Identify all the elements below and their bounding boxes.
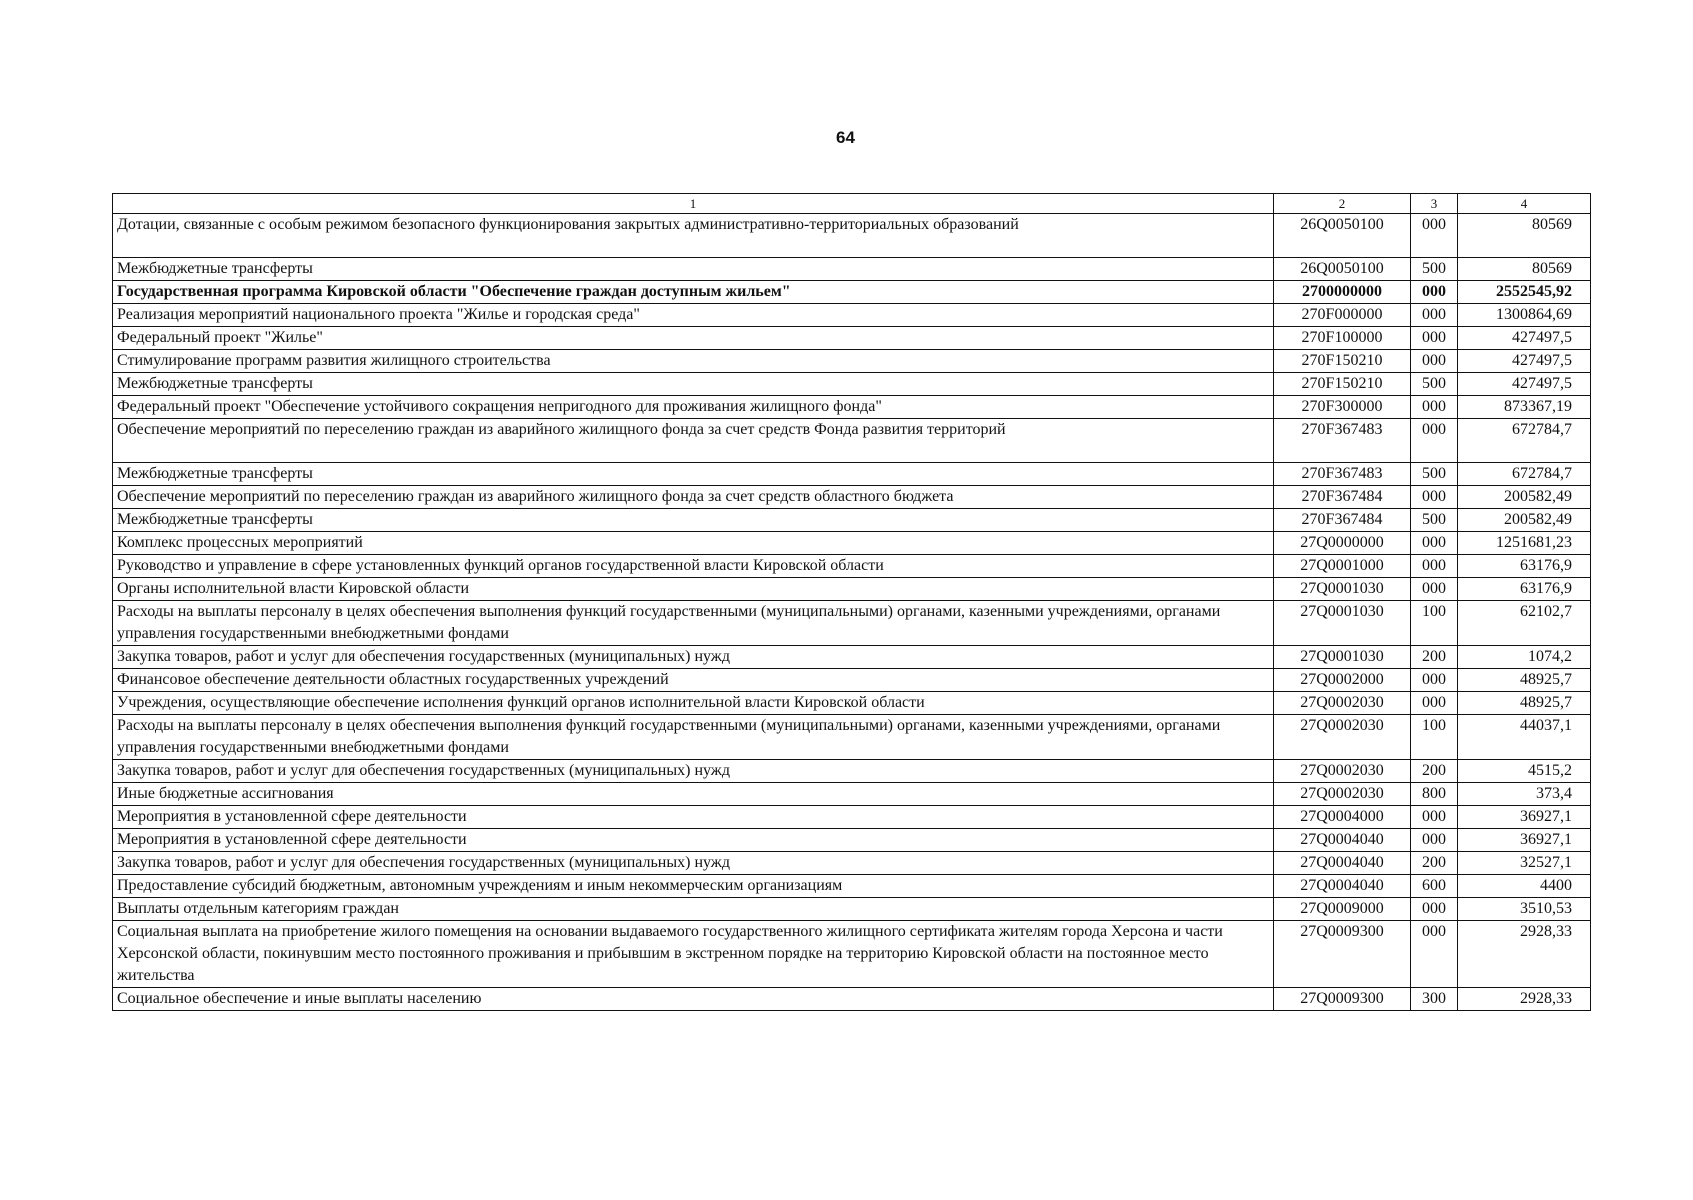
row-name-cell: Реализация мероприятий национального проекта "Жилье и городская среда" [113, 304, 1274, 327]
row-code-cell: 270F367484 [1274, 509, 1411, 532]
table-row [113, 875, 1591, 898]
row-amount-cell: 427497,5 [1458, 327, 1591, 350]
table-row [113, 327, 1591, 350]
row-amount-cell: 44037,1 [1458, 715, 1591, 760]
row-amount-cell: 4515,2 [1458, 760, 1591, 783]
row-name-cell: Межбюджетные трансферты [113, 258, 1274, 281]
row-code-cell: 27Q0002030 [1274, 715, 1411, 760]
row-amount-cell: 32527,1 [1458, 852, 1591, 875]
row-code-cell: 27Q0001030 [1274, 646, 1411, 669]
row-amount-cell: 2552545,92 [1458, 281, 1591, 304]
table-row [113, 898, 1591, 921]
row-amount-cell: 1074,2 [1458, 646, 1591, 669]
row-kind-cell: 200 [1411, 852, 1458, 875]
row-kind-cell: 000 [1411, 532, 1458, 555]
row-amount-cell: 62102,7 [1458, 601, 1591, 646]
table-row [113, 715, 1591, 760]
table-row [113, 258, 1591, 281]
row-code-cell: 27Q0009300 [1274, 988, 1411, 1011]
header-row [113, 194, 1591, 214]
row-code-cell: 27Q0001000 [1274, 555, 1411, 578]
table-row [113, 350, 1591, 373]
row-code-cell: 270F150210 [1274, 350, 1411, 373]
row-amount-cell: 672784,7 [1458, 463, 1591, 486]
row-kind-cell: 000 [1411, 486, 1458, 509]
row-kind-cell: 300 [1411, 988, 1458, 1011]
row-name-cell: Закупка товаров, работ и услуг для обеспечения государственных (муниципальных) нужд [113, 646, 1274, 669]
row-kind-cell: 100 [1411, 601, 1458, 646]
row-name-cell: Стимулирование программ развития жилищного строительства [113, 350, 1274, 373]
row-name-cell: Федеральный проект "Обеспечение устойчивого сокращения непригодного для проживания жилищного фонда" [113, 396, 1274, 419]
row-name-cell: Дотации, связанные с особым режимом безопасного функционирования закрытых административно-территориальных образований [113, 214, 1274, 258]
table-row [113, 463, 1591, 486]
row-amount-cell: 48925,7 [1458, 692, 1591, 715]
row-kind-cell: 000 [1411, 578, 1458, 601]
table-row [113, 921, 1591, 988]
row-kind-cell: 000 [1411, 214, 1458, 258]
row-amount-cell: 373,4 [1458, 783, 1591, 806]
row-code-cell: 27Q0004000 [1274, 806, 1411, 829]
table-row [113, 829, 1591, 852]
table-row [113, 396, 1591, 419]
row-code-cell: 27Q0009300 [1274, 921, 1411, 988]
row-name-cell: Комплекс процессных мероприятий [113, 532, 1274, 555]
table-row [113, 669, 1591, 692]
row-name-cell: Закупка товаров, работ и услуг для обеспечения государственных (муниципальных) нужд [113, 852, 1274, 875]
header-col-name: 1 [113, 194, 1274, 214]
table-row [113, 852, 1591, 875]
row-kind-cell: 000 [1411, 692, 1458, 715]
row-kind-cell: 800 [1411, 783, 1458, 806]
row-amount-cell: 1251681,23 [1458, 532, 1591, 555]
row-name-cell: Расходы на выплаты персоналу в целях обеспечения выполнения функций государственными (муниципальными) органами, казенными учреждениями, органами управления государственными внебюджетными фондами [113, 715, 1274, 760]
row-code-cell: 27Q0004040 [1274, 829, 1411, 852]
budget-table-container [112, 193, 1591, 1011]
row-code-cell: 270F300000 [1274, 396, 1411, 419]
row-code-cell: 26Q0050100 [1274, 214, 1411, 258]
row-amount-cell: 200582,49 [1458, 486, 1591, 509]
table-row [113, 692, 1591, 715]
row-amount-cell: 1300864,69 [1458, 304, 1591, 327]
row-amount-cell: 200582,49 [1458, 509, 1591, 532]
row-code-cell: 270F367484 [1274, 486, 1411, 509]
row-kind-cell: 000 [1411, 921, 1458, 988]
row-code-cell: 270F100000 [1274, 327, 1411, 350]
row-kind-cell: 000 [1411, 396, 1458, 419]
header-col-kind: 3 [1411, 194, 1458, 214]
table-row [113, 601, 1591, 646]
table-row [113, 373, 1591, 396]
row-code-cell: 270F367483 [1274, 419, 1411, 463]
row-name-cell: Межбюджетные трансферты [113, 373, 1274, 396]
row-amount-cell: 36927,1 [1458, 829, 1591, 852]
row-amount-cell: 2928,33 [1458, 988, 1591, 1011]
page-number: 64 [836, 128, 855, 147]
row-kind-cell: 000 [1411, 806, 1458, 829]
row-code-cell: 27Q0002030 [1274, 692, 1411, 715]
row-kind-cell: 000 [1411, 898, 1458, 921]
row-amount-cell: 36927,1 [1458, 806, 1591, 829]
row-kind-cell: 000 [1411, 350, 1458, 373]
row-name-cell: Закупка товаров, работ и услуг для обеспечения государственных (муниципальных) нужд [113, 760, 1274, 783]
row-name-cell: Органы исполнительной власти Кировской области [113, 578, 1274, 601]
row-code-cell: 270F150210 [1274, 373, 1411, 396]
table-row [113, 646, 1591, 669]
row-kind-cell: 500 [1411, 258, 1458, 281]
row-name-cell: Межбюджетные трансферты [113, 509, 1274, 532]
budget-table [112, 193, 1591, 1011]
table-row [113, 783, 1591, 806]
table-row [113, 486, 1591, 509]
row-name-cell: Обеспечение мероприятий по переселению граждан из аварийного жилищного фонда за счет средств Фонда развития территорий [113, 419, 1274, 463]
row-name-cell: Социальное обеспечение и иные выплаты населению [113, 988, 1274, 1011]
row-code-cell: 27Q0004040 [1274, 875, 1411, 898]
row-kind-cell: 200 [1411, 760, 1458, 783]
row-amount-cell: 873367,19 [1458, 396, 1591, 419]
table-row [113, 988, 1591, 1011]
row-amount-cell: 80569 [1458, 258, 1591, 281]
row-amount-cell: 48925,7 [1458, 669, 1591, 692]
table-row [113, 578, 1591, 601]
header-col-amount: 4 [1458, 194, 1591, 214]
row-code-cell: 27Q0001030 [1274, 578, 1411, 601]
row-amount-cell: 4400 [1458, 875, 1591, 898]
row-kind-cell: 000 [1411, 327, 1458, 350]
row-amount-cell: 672784,7 [1458, 419, 1591, 463]
row-amount-cell: 63176,9 [1458, 555, 1591, 578]
row-name-cell: Федеральный проект "Жилье" [113, 327, 1274, 350]
row-kind-cell: 000 [1411, 281, 1458, 304]
row-amount-cell: 427497,5 [1458, 350, 1591, 373]
table-body [113, 214, 1591, 1011]
row-name-cell: Предоставление субсидий бюджетным, автономным учреждениям и иным некоммерческим организациям [113, 875, 1274, 898]
row-amount-cell: 63176,9 [1458, 578, 1591, 601]
table-row [113, 304, 1591, 327]
row-amount-cell: 3510,53 [1458, 898, 1591, 921]
row-kind-cell: 000 [1411, 419, 1458, 463]
row-kind-cell: 500 [1411, 463, 1458, 486]
row-name-cell: Финансовое обеспечение деятельности областных государственных учреждений [113, 669, 1274, 692]
row-amount-cell: 427497,5 [1458, 373, 1591, 396]
row-kind-cell: 000 [1411, 669, 1458, 692]
header-col-code: 2 [1274, 194, 1411, 214]
row-name-cell: Государственная программа Кировской области "Обеспечение граждан доступным жильем" [113, 281, 1274, 304]
row-name-cell: Социальная выплата на приобретение жилого помещения на основании выдаваемого государственного жилищного сертификата жителям города Херсона и части Херсонской области, покинувшим место постоянного проживания и прибывшим в экстренном порядке на территорию Кировской области на постоянное место жительства [113, 921, 1274, 988]
row-code-cell: 27Q0002030 [1274, 783, 1411, 806]
row-name-cell: Учреждения, осуществляющие обеспечение исполнения функций органов исполнительной власти Кировской области [113, 692, 1274, 715]
row-name-cell: Выплаты отдельным категориям граждан [113, 898, 1274, 921]
row-code-cell: 27Q0002000 [1274, 669, 1411, 692]
table-row [113, 281, 1591, 304]
row-name-cell: Иные бюджетные ассигнования [113, 783, 1274, 806]
row-code-cell: 270F367483 [1274, 463, 1411, 486]
row-name-cell: Руководство и управление в сфере установленных функций органов государственной власти Кировской области [113, 555, 1274, 578]
row-code-cell: 27Q0002030 [1274, 760, 1411, 783]
row-code-cell: 27Q0001030 [1274, 601, 1411, 646]
table-row [113, 509, 1591, 532]
row-code-cell: 27Q0000000 [1274, 532, 1411, 555]
row-code-cell: 270F000000 [1274, 304, 1411, 327]
row-amount-cell: 2928,33 [1458, 921, 1591, 988]
row-kind-cell: 600 [1411, 875, 1458, 898]
row-amount-cell: 80569 [1458, 214, 1591, 258]
table-row [113, 806, 1591, 829]
row-name-cell: Расходы на выплаты персоналу в целях обеспечения выполнения функций государственными (муниципальными) органами, казенными учреждениями, органами управления государственными внебюджетными фондами [113, 601, 1274, 646]
row-name-cell: Мероприятия в установленной сфере деятельности [113, 829, 1274, 852]
table-row [113, 555, 1591, 578]
table-row [113, 419, 1591, 463]
table-row [113, 214, 1591, 258]
table-row [113, 532, 1591, 555]
row-name-cell: Обеспечение мероприятий по переселению граждан из аварийного жилищного фонда за счет средств областного бюджета [113, 486, 1274, 509]
table-row [113, 760, 1591, 783]
row-kind-cell: 000 [1411, 304, 1458, 327]
row-name-cell: Межбюджетные трансферты [113, 463, 1274, 486]
row-kind-cell: 500 [1411, 373, 1458, 396]
row-kind-cell: 500 [1411, 509, 1458, 532]
row-name-cell: Мероприятия в установленной сфере деятельности [113, 806, 1274, 829]
row-code-cell: 27Q0009000 [1274, 898, 1411, 921]
row-kind-cell: 100 [1411, 715, 1458, 760]
row-code-cell: 2700000000 [1274, 281, 1411, 304]
row-kind-cell: 200 [1411, 646, 1458, 669]
row-kind-cell: 000 [1411, 829, 1458, 852]
row-code-cell: 26Q0050100 [1274, 258, 1411, 281]
row-kind-cell: 000 [1411, 555, 1458, 578]
row-code-cell: 27Q0004040 [1274, 852, 1411, 875]
